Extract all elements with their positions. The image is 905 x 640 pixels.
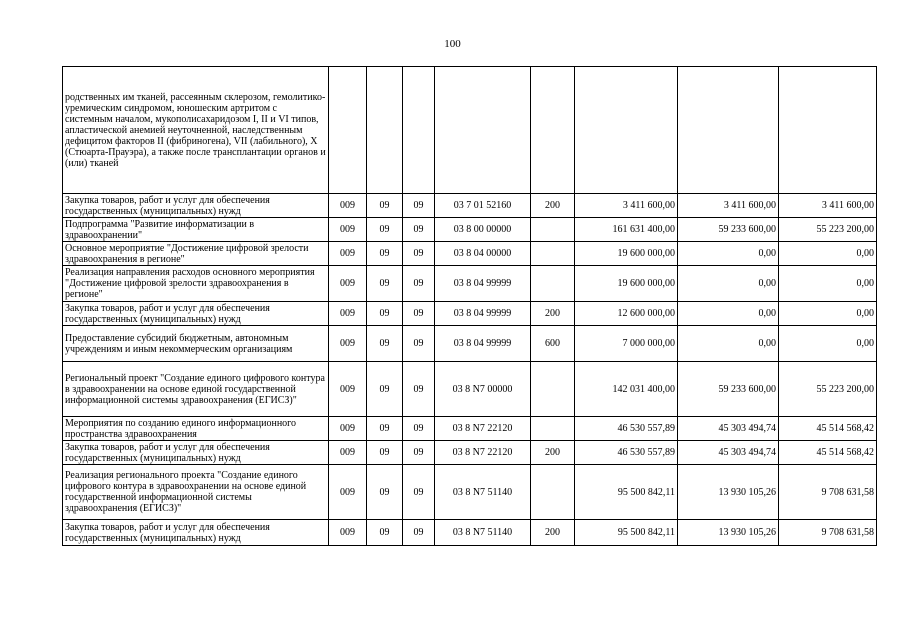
section-code-cell: 09	[367, 441, 403, 465]
amount-year1-cell: 19 600 000,00	[575, 266, 678, 302]
table-row	[63, 302, 877, 326]
target-article-cell: 03 8 N7 22120	[435, 417, 531, 441]
section-code-cell: 09	[367, 417, 403, 441]
table-row	[63, 362, 877, 417]
expense-type-cell	[531, 218, 575, 242]
target-article-cell: 03 7 01 52160	[435, 194, 531, 218]
expense-type-cell	[531, 67, 575, 194]
amount-year1-cell	[575, 67, 678, 194]
admin-code-cell: 009	[329, 362, 367, 417]
amount-year3-cell: 9 708 631,58	[779, 520, 877, 546]
target-article-cell	[435, 67, 531, 194]
page-number: 100	[444, 38, 461, 50]
amount-year1-cell: 3 411 600,00	[575, 194, 678, 218]
amount-year1-cell: 12 600 000,00	[575, 302, 678, 326]
amount-year3-cell: 45 514 568,42	[779, 417, 877, 441]
amount-year3-cell: 55 223 200,00	[779, 362, 877, 417]
amount-year1-cell: 19 600 000,00	[575, 242, 678, 266]
target-article-cell: 03 8 N7 51140	[435, 465, 531, 520]
admin-code-cell: 009	[329, 194, 367, 218]
section-code-cell: 09	[367, 266, 403, 302]
subsection-code-cell: 09	[403, 362, 435, 417]
amount-year2-cell: 45 303 494,74	[678, 417, 779, 441]
subsection-code-cell: 09	[403, 194, 435, 218]
amount-year2-cell: 45 303 494,74	[678, 441, 779, 465]
amount-year3-cell: 55 223 200,00	[779, 218, 877, 242]
amount-year1-cell: 161 631 400,00	[575, 218, 678, 242]
section-code-cell: 09	[367, 242, 403, 266]
amount-year3-cell	[779, 67, 877, 194]
subsection-code-cell: 09	[403, 326, 435, 362]
table-row	[63, 67, 877, 194]
admin-code-cell: 009	[329, 242, 367, 266]
amount-year3-cell: 3 411 600,00	[779, 194, 877, 218]
amount-year2-cell: 0,00	[678, 242, 779, 266]
table-row	[63, 194, 877, 218]
amount-year2-cell: 59 233 600,00	[678, 362, 779, 417]
amount-year2-cell	[678, 67, 779, 194]
section-code-cell: 09	[367, 520, 403, 546]
admin-code-cell: 009	[329, 417, 367, 441]
amount-year2-cell: 0,00	[678, 302, 779, 326]
target-article-cell: 03 8 N7 00000	[435, 362, 531, 417]
admin-code-cell: 009	[329, 520, 367, 546]
row-name-cell: Закупка товаров, работ и услуг для обеспечения государственных (муниципальных) нужд	[63, 520, 329, 546]
subsection-code-cell: 09	[403, 242, 435, 266]
row-name-cell: Закупка товаров, работ и услуг для обеспечения государственных (муниципальных) нужд	[63, 302, 329, 326]
admin-code-cell: 009	[329, 441, 367, 465]
subsection-code-cell: 09	[403, 465, 435, 520]
budget-table	[62, 66, 877, 546]
expense-type-cell: 200	[531, 520, 575, 546]
expense-type-cell	[531, 362, 575, 417]
admin-code-cell	[329, 67, 367, 194]
admin-code-cell: 009	[329, 266, 367, 302]
expense-type-cell: 200	[531, 194, 575, 218]
target-article-cell: 03 8 00 00000	[435, 218, 531, 242]
row-name-cell: Реализация регионального проекта "Создание единого цифрового контура в здравоохранении на основе единой государственной информационной системы здравоохранения (ЕГИСЗ)"	[63, 465, 329, 520]
admin-code-cell: 009	[329, 465, 367, 520]
amount-year2-cell: 0,00	[678, 326, 779, 362]
amount-year1-cell: 95 500 842,11	[575, 520, 678, 546]
table-row	[63, 242, 877, 266]
subsection-code-cell: 09	[403, 218, 435, 242]
subsection-code-cell	[403, 67, 435, 194]
section-code-cell: 09	[367, 362, 403, 417]
admin-code-cell: 009	[329, 218, 367, 242]
amount-year2-cell: 13 930 105,26	[678, 465, 779, 520]
subsection-code-cell: 09	[403, 302, 435, 326]
expense-type-cell: 600	[531, 326, 575, 362]
target-article-cell: 03 8 04 99999	[435, 302, 531, 326]
row-name-cell: Подпрограмма "Развитие информатизации в здравоохранении"	[63, 218, 329, 242]
amount-year3-cell: 45 514 568,42	[779, 441, 877, 465]
target-article-cell: 03 8 04 00000	[435, 242, 531, 266]
row-name-cell: Предоставление субсидий бюджетным, автономным учреждениям и иным некоммерческим организациям	[63, 326, 329, 362]
amount-year1-cell: 46 530 557,89	[575, 441, 678, 465]
table-body	[63, 67, 877, 546]
amount-year3-cell: 9 708 631,58	[779, 465, 877, 520]
amount-year3-cell: 0,00	[779, 302, 877, 326]
expense-type-cell: 200	[531, 441, 575, 465]
row-name-cell: Региональный проект "Создание единого цифрового контура в здравоохранении на основе единой государственной информационной системы здравоохранения (ЕГИСЗ)"	[63, 362, 329, 417]
row-name-cell: Мероприятия по созданию единого информационного пространства здравоохранения	[63, 417, 329, 441]
row-name-cell: Реализация направления расходов основного мероприятия "Достижение цифровой зрелости здравоохранения в регионе"	[63, 266, 329, 302]
table-row	[63, 441, 877, 465]
expense-type-cell: 200	[531, 302, 575, 326]
amount-year3-cell: 0,00	[779, 242, 877, 266]
amount-year3-cell: 0,00	[779, 326, 877, 362]
table-row	[63, 266, 877, 302]
subsection-code-cell: 09	[403, 441, 435, 465]
row-name-cell: родственных им тканей, рассеянным склерозом, гемолитико-уремическим синдромом, юношеским артритом с системным началом, мукополисахаридозом I, II и VI типов, апластической анемией неуточненной, наследственным дефицитом факторов II (фибриногена), VII (лабильного), X (Стюарта-Прауэра), а также после трансплантации органов и (или) тканей	[63, 67, 329, 194]
target-article-cell: 03 8 N7 51140	[435, 520, 531, 546]
expense-type-cell	[531, 242, 575, 266]
table-row	[63, 465, 877, 520]
amount-year2-cell: 13 930 105,26	[678, 520, 779, 546]
expense-type-cell	[531, 266, 575, 302]
target-article-cell: 03 8 04 99999	[435, 266, 531, 302]
target-article-cell: 03 8 N7 22120	[435, 441, 531, 465]
target-article-cell: 03 8 04 99999	[435, 326, 531, 362]
row-name-cell: Закупка товаров, работ и услуг для обеспечения государственных (муниципальных) нужд	[63, 194, 329, 218]
table-row	[63, 218, 877, 242]
subsection-code-cell: 09	[403, 417, 435, 441]
amount-year3-cell: 0,00	[779, 266, 877, 302]
admin-code-cell: 009	[329, 326, 367, 362]
section-code-cell: 09	[367, 194, 403, 218]
row-name-cell: Основное мероприятие "Достижение цифровой зрелости здравоохранения в регионе"	[63, 242, 329, 266]
amount-year1-cell: 46 530 557,89	[575, 417, 678, 441]
subsection-code-cell: 09	[403, 266, 435, 302]
table-row	[63, 417, 877, 441]
amount-year2-cell: 0,00	[678, 266, 779, 302]
amount-year1-cell: 95 500 842,11	[575, 465, 678, 520]
section-code-cell: 09	[367, 302, 403, 326]
amount-year1-cell: 142 031 400,00	[575, 362, 678, 417]
expense-type-cell	[531, 465, 575, 520]
section-code-cell: 09	[367, 326, 403, 362]
subsection-code-cell: 09	[403, 520, 435, 546]
admin-code-cell: 009	[329, 302, 367, 326]
table-row	[63, 520, 877, 546]
amount-year1-cell: 7 000 000,00	[575, 326, 678, 362]
amount-year2-cell: 59 233 600,00	[678, 218, 779, 242]
section-code-cell: 09	[367, 218, 403, 242]
table-row	[63, 326, 877, 362]
section-code-cell: 09	[367, 465, 403, 520]
expense-type-cell	[531, 417, 575, 441]
row-name-cell: Закупка товаров, работ и услуг для обеспечения государственных (муниципальных) нужд	[63, 441, 329, 465]
section-code-cell	[367, 67, 403, 194]
amount-year2-cell: 3 411 600,00	[678, 194, 779, 218]
